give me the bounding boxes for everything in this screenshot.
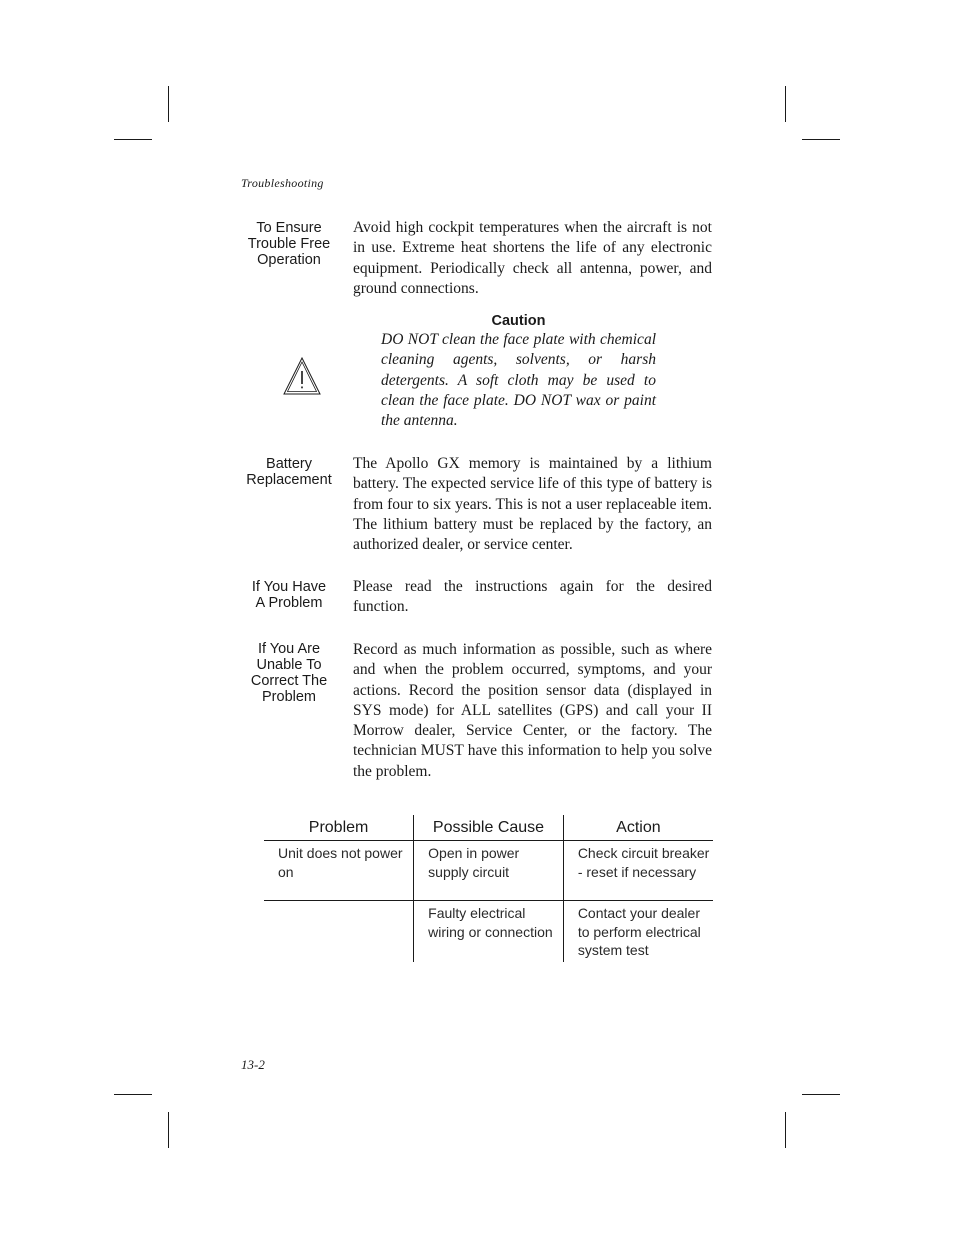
crop-mark	[114, 139, 152, 140]
warning-triangle-icon	[282, 356, 322, 396]
crop-mark	[785, 1112, 786, 1148]
table-cell-action: Check circuit breaker - reset if necessary	[563, 841, 713, 901]
crop-mark	[168, 1112, 169, 1148]
table-cell-problem: Unit does not power on	[264, 841, 414, 901]
crop-mark	[802, 1094, 840, 1095]
caution-text: DO NOT clean the face plate with chemical cleaning agents, solvents, or harsh detergents. A soft cloth may be used to clean the face plate. DO NOT wax or paint the antenna.	[381, 331, 656, 430]
paragraph-unable: Record as much information as possible, such as where and when the problem occurred, symptoms, and your actions. Record the position sensor data (displayed in SYS mode) for ALL satellites (GPS) and call your II Morrow dealer, Service Center, or the factory. The technician MUST have this information to help you solve the problem.	[353, 641, 712, 780]
caution-title: Caution	[491, 313, 546, 329]
crop-mark	[168, 86, 169, 122]
paragraph-battery: The Apollo GX memory is maintained by a lithium battery. The expected service life of this type of battery is from four to six years. This is not a user replaceable item. The lithium battery must be replaced by the factory, an authorized dealer, or service center.	[353, 455, 712, 554]
table-row	[264, 841, 713, 901]
column-header-action: Action	[563, 815, 713, 841]
side-heading-battery: Battery Replacement	[246, 456, 332, 488]
table-cell-problem	[264, 901, 414, 962]
crop-mark	[785, 86, 786, 122]
troubleshooting-table	[264, 815, 713, 962]
crop-mark	[802, 139, 840, 140]
paragraph-trouble-free: Avoid high cockpit temperatures when the aircraft is not in use. Extreme heat shortens the life of any electronic equipment. Periodically check all antenna, power, and ground connections.	[353, 219, 712, 297]
table-cell-cause: Open in power supply circuit	[414, 841, 564, 901]
paragraph-problem: Please read the instructions again for the desired function.	[353, 578, 712, 616]
table-cell-action: Contact your dealer to perform electrical system test	[563, 901, 713, 962]
column-header-cause: Possible Cause	[414, 815, 564, 841]
side-heading-problem: If You Have A Problem	[251, 579, 327, 611]
side-heading-unable: If You Are Unable To Correct The Problem	[250, 641, 328, 705]
running-head: Troubleshooting	[241, 176, 324, 190]
side-heading-trouble-free: To Ensure Trouble Free Operation	[247, 220, 331, 268]
table-cell-cause: Faulty electrical wiring or connection	[414, 901, 564, 962]
column-header-problem: Problem	[264, 815, 414, 841]
table-row	[264, 901, 713, 962]
table-header-row	[264, 815, 713, 841]
page-number: 13-2	[241, 1057, 265, 1072]
crop-mark	[114, 1094, 152, 1095]
